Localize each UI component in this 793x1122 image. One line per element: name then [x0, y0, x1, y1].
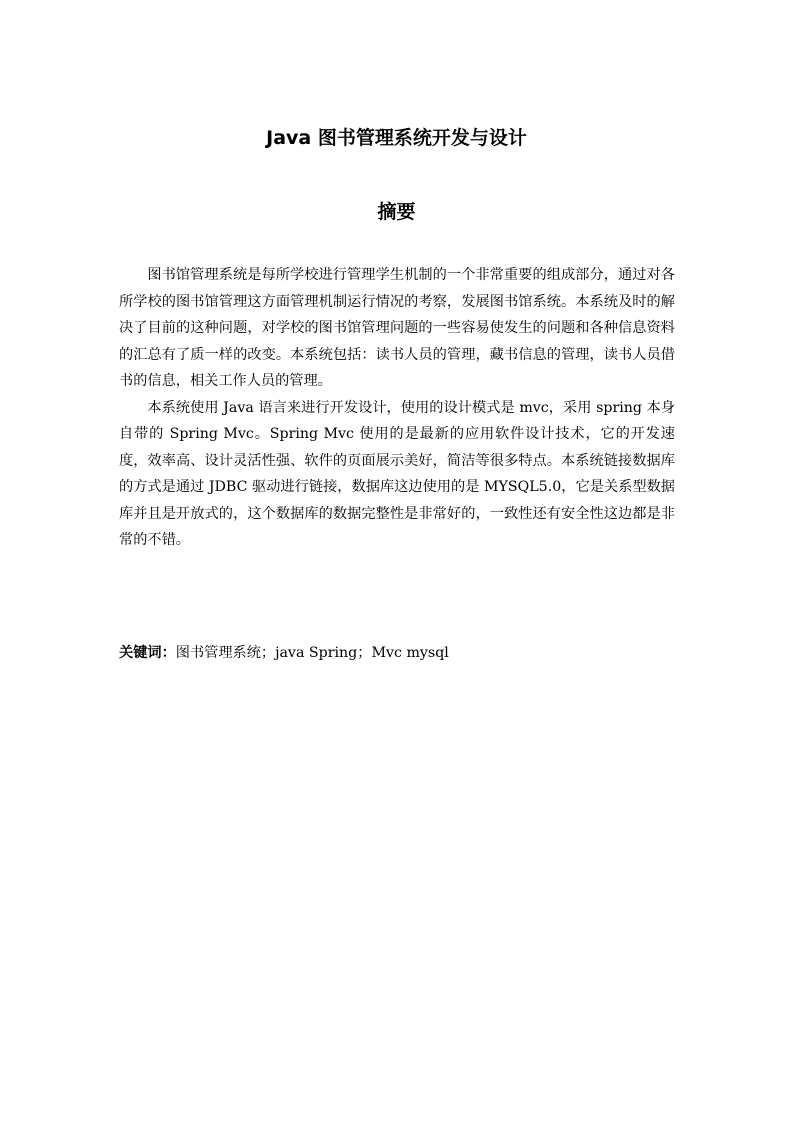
keywords-value: 图书管理系统；java Spring；Mvc mysql	[175, 645, 449, 661]
keywords-line	[119, 640, 675, 666]
abstract-paragraph-1: 图书馆管理系统是每所学校进行管理学生机制的一个非常重要的组成部分，通过对各所学校的图书馆管理这方面管理机制运行情况的考察，发展图书馆系统。本系统及时的解决了目前的这种问题，对学校的图书馆管理问题的一些容易使发生的问题和各种信息资料的汇总有了质一样的改变。本系统包括：读书人员的管理，藏书信息的管理，读书人员借书的信息，相关工作人员的管理。	[119, 267, 675, 389]
abstract-body	[119, 262, 675, 554]
abstract-paragraph-2: 本系统使用 Java 语言来进行开发设计，使用的设计模式是 mvc，采用 spring 本身自带的 Spring Mvc。Spring Mvc 使用的是最新的应用软件设计技术，它的开发速度，效率高、设计灵活性强、软件的页面展示美好，简洁等很多特点。本系统链接数据库的方式是通过 JDBC 驱动进行链接，数据库这边使用的是 MYSQL5.0，它是关系型数据库并且是开放式的，这个数据库的数据完整性是非常好的，一致性还有安全性这边都是非常的不错。	[119, 399, 675, 548]
keywords-label: 关键词：	[119, 645, 176, 661]
document-title: Java 图书管理系统开发与设计	[266, 127, 527, 149]
abstract-heading: 摘要	[377, 201, 416, 223]
